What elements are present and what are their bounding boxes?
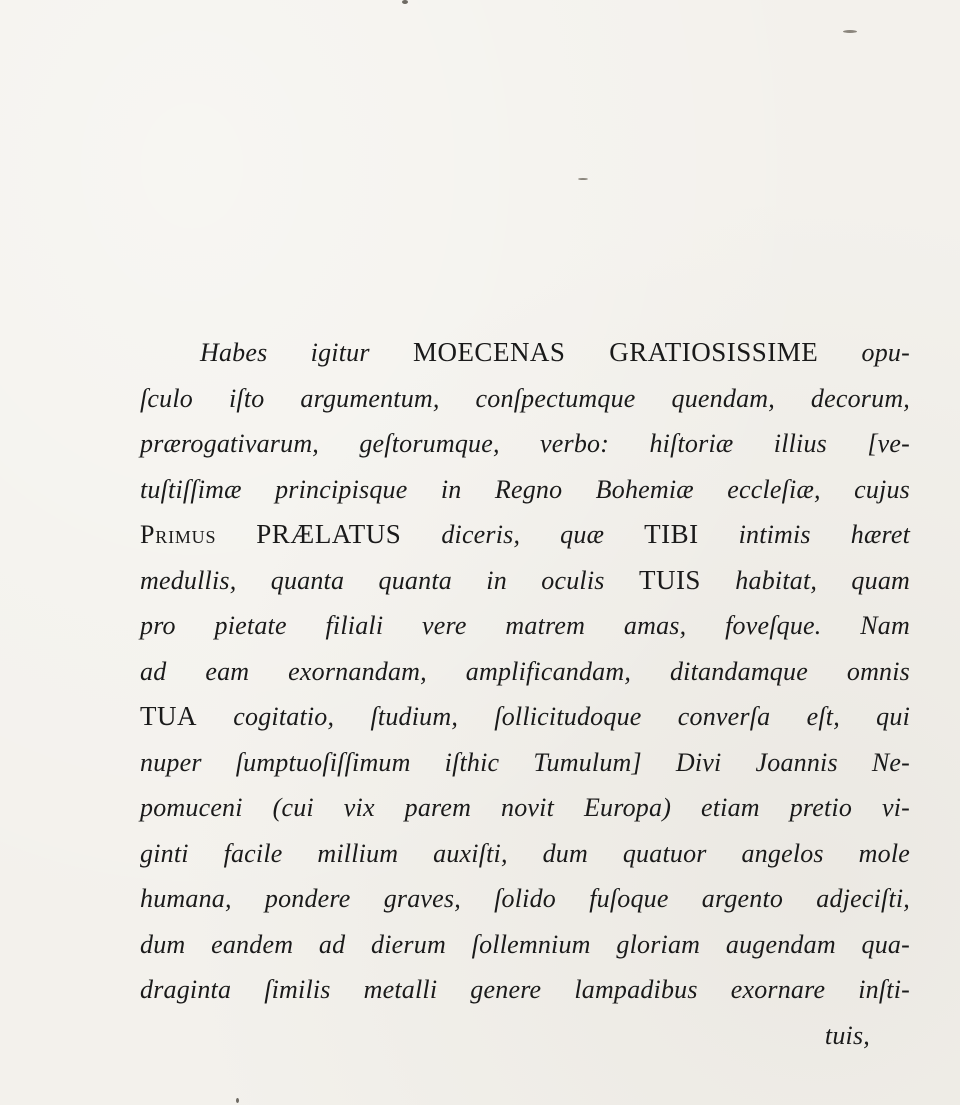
text-run: opu-	[818, 338, 910, 367]
ink-speck	[402, 0, 408, 4]
body-text	[140, 330, 910, 1058]
text-run: pro pietate filiali vere matrem amas, foveſque. Nam	[140, 611, 910, 640]
text-run: habitat, quam	[700, 565, 911, 595]
caps-run: MOECENAS GRATIOSISSIME	[412, 337, 819, 367]
text-line	[140, 876, 910, 922]
text-line	[140, 831, 910, 877]
text-run: tuſtiſſimæ principisque in Regno Bohemiæ eccleſiæ, cujus	[140, 474, 910, 504]
text-run: cogitatio, ſtudium, ſollicitudoque converſa eſt, qui	[197, 702, 910, 731]
text-line	[140, 967, 910, 1013]
text-line	[140, 467, 910, 513]
text-run: ginti facile millium auxiſti, dum quatuor angelos mole	[140, 838, 910, 868]
text-line	[140, 694, 910, 740]
text-run: humana, pondere graves, ſolido fuſoque argento adjeciſti,	[140, 884, 910, 913]
text-run: diceris, quæ	[401, 520, 645, 549]
text-line	[140, 1013, 910, 1059]
text-run: intimis hæret	[698, 520, 910, 549]
text-line	[140, 649, 910, 695]
text-run: pomuceni (cui vix parem novit Europa) etiam pretio vi-	[140, 793, 910, 822]
text-line	[140, 330, 910, 376]
text-line	[140, 740, 910, 786]
text-line	[140, 558, 910, 604]
text-run: nuper ſumptuoſiſſimum iſthic Tumulum] Divi Joannis Ne-	[140, 747, 910, 777]
text-run: draginta ſimilis metalli genere lampadibus exornare inſti-	[140, 975, 910, 1004]
caps-run: TUA	[140, 701, 197, 731]
text-run: medullis, quanta quanta in oculis	[140, 565, 639, 595]
text-line	[140, 376, 910, 422]
text-line	[140, 603, 910, 649]
text-run: dum eandem ad dierum ſollemnium gloriam augendam qua-	[140, 929, 910, 959]
caps-run: TUIS	[638, 564, 701, 595]
text-line	[140, 421, 910, 467]
text-run: ad eam exornandam, amplificandam, ditandamque omnis	[140, 656, 910, 686]
text-line	[140, 512, 910, 558]
ink-speck	[578, 178, 588, 180]
ink-speck	[843, 30, 857, 33]
text-run	[216, 520, 256, 549]
text-line	[140, 785, 910, 831]
text-line	[140, 922, 910, 968]
small-caps-run: Primus	[140, 520, 217, 549]
text-run: Habes igitur	[200, 338, 413, 367]
text-run: ſculo iſto argumentum, conſpectumque quendam, decorum,	[140, 383, 910, 413]
text-run: tuis,	[824, 1020, 870, 1050]
text-run: prærogativarum, geſtorumque, verbo: hiſtoriæ illius [ve-	[140, 429, 910, 458]
ink-speck	[236, 1098, 239, 1103]
caps-run: PRÆLATUS	[256, 519, 402, 549]
caps-run: TIBI	[644, 519, 699, 549]
